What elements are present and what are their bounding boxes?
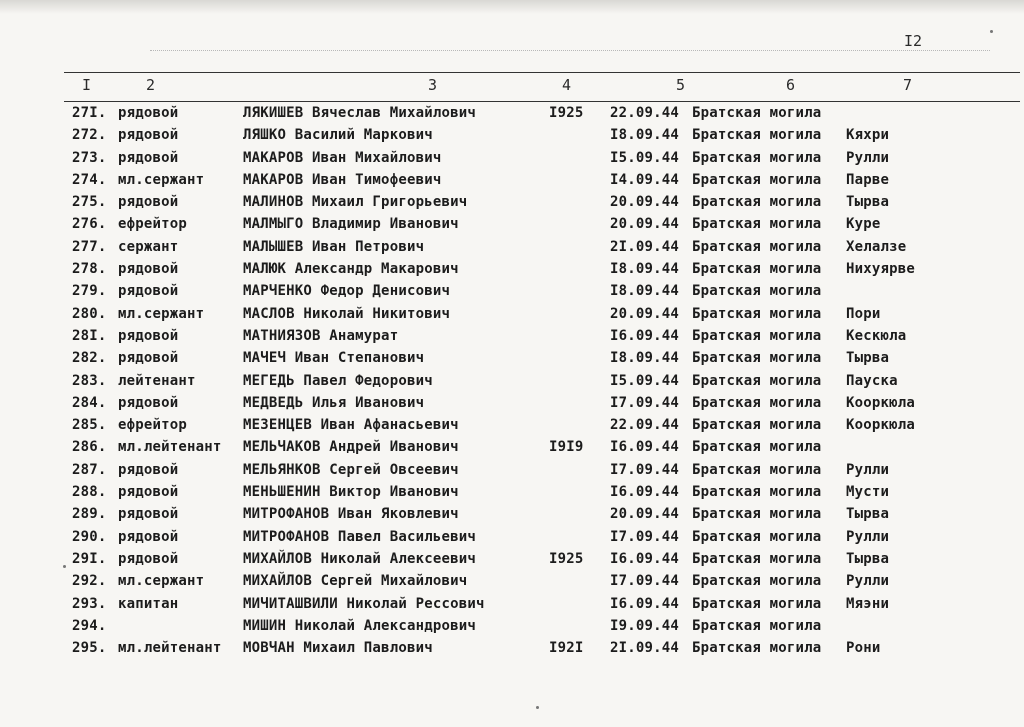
row-name: МАСЛОВ Николай Никитович — [243, 305, 451, 322]
row-rank: ефрейтор — [118, 216, 188, 233]
table-row — [0, 549, 1024, 571]
table-row — [0, 281, 1024, 303]
row-rank: рядовой — [118, 394, 179, 411]
table-row — [0, 616, 1024, 638]
row-burial-type: Братская могила — [692, 484, 822, 501]
row-burial-place: Нихуярве — [846, 261, 916, 278]
row-rank: рядовой — [118, 283, 179, 300]
table-row — [0, 393, 1024, 415]
column-header-2: 2 — [146, 76, 156, 94]
row-burial-place: Хелалзе — [846, 238, 907, 255]
row-name: МАЧЕЧ Иван Степанович — [243, 350, 425, 367]
table-row — [0, 504, 1024, 526]
row-rank: мл.сержант — [118, 171, 205, 188]
row-burial-type: Братская могила — [692, 506, 822, 523]
row-burial-type: Братская могила — [692, 149, 822, 166]
row-number: 289. — [72, 506, 107, 523]
row-name: МЕЛЬЯНКОВ Сергей Овсеевич — [243, 461, 459, 478]
row-rank: мл.лейтенант — [118, 439, 222, 456]
row-rank: рядовой — [118, 461, 179, 478]
row-burial-type: Братская могила — [692, 127, 822, 144]
row-death-date: I8.09.44 — [610, 261, 680, 278]
row-number: 292. — [72, 573, 107, 590]
row-death-date: 2I.09.44 — [610, 640, 680, 657]
row-name: МАЛЫШЕВ Иван Петрович — [243, 238, 425, 255]
row-name: МЕДВЕДЬ Илья Иванович — [243, 394, 425, 411]
row-burial-place: Пори — [846, 305, 881, 322]
row-name: МАЛМЫГО Владимир Иванович — [243, 216, 459, 233]
row-burial-place: Тырва — [846, 550, 890, 567]
row-burial-place: Тырва — [846, 194, 890, 211]
row-rank: рядовой — [118, 149, 179, 166]
row-death-date: 2I.09.44 — [610, 238, 680, 255]
scan-speck — [536, 706, 539, 709]
row-burial-type: Братская могила — [692, 216, 822, 233]
row-number: 283. — [72, 372, 107, 389]
row-number: 277. — [72, 238, 107, 255]
header-top-rule — [64, 72, 1020, 73]
row-name: МИХАЙЛОВ Николай Алексеевич — [243, 550, 476, 567]
row-rank: капитан — [118, 595, 179, 612]
row-rank: мл.лейтенант — [118, 640, 222, 657]
row-number: 27I. — [72, 105, 107, 121]
row-number: 287. — [72, 461, 107, 478]
table-row — [0, 103, 1024, 125]
row-burial-type: Братская могила — [692, 105, 822, 121]
row-number: 282. — [72, 350, 107, 367]
row-burial-place: Рулли — [846, 461, 890, 478]
row-rank: рядовой — [118, 484, 179, 501]
row-death-date: I6.09.44 — [610, 327, 680, 344]
row-burial-type: Братская могила — [692, 283, 822, 300]
row-death-date: 20.09.44 — [610, 506, 680, 523]
row-number: 286. — [72, 439, 107, 456]
row-birth-year: I925 — [549, 550, 584, 567]
table-row — [0, 527, 1024, 549]
table-row — [0, 304, 1024, 326]
table-row — [0, 192, 1024, 214]
row-rank: рядовой — [118, 194, 179, 211]
row-death-date: I5.09.44 — [610, 149, 680, 166]
column-header-6: 6 — [786, 76, 796, 94]
row-name: МАРЧЕНКО Федор Денисович — [243, 283, 451, 300]
row-rank: рядовой — [118, 327, 179, 344]
row-name: МИХАЙЛОВ Сергей Михайлович — [243, 573, 468, 590]
row-death-date: I7.09.44 — [610, 528, 680, 545]
row-name: ЛЯШКО Василий Маркович — [243, 127, 433, 144]
table-row — [0, 482, 1024, 504]
row-rank: рядовой — [118, 350, 179, 367]
row-rank: рядовой — [118, 528, 179, 545]
scan-speck — [63, 565, 66, 568]
table-row — [0, 170, 1024, 192]
row-number: 295. — [72, 640, 107, 657]
row-death-date: 22.09.44 — [610, 417, 680, 434]
row-burial-type: Братская могила — [692, 372, 822, 389]
dotted-divider — [150, 50, 990, 51]
table-row — [0, 460, 1024, 482]
row-rank: рядовой — [118, 550, 179, 567]
row-burial-place: Мяэни — [846, 595, 890, 612]
row-burial-place: Мусти — [846, 484, 890, 501]
row-number: 278. — [72, 261, 107, 278]
row-burial-place: Парве — [846, 171, 890, 188]
page-number: I2 — [904, 32, 923, 50]
row-birth-year: I925 — [549, 105, 584, 121]
table-row — [0, 148, 1024, 170]
table-row — [0, 214, 1024, 236]
row-number: 290. — [72, 528, 107, 545]
table-row — [0, 638, 1024, 660]
row-burial-type: Братская могила — [692, 350, 822, 367]
row-burial-place: Рони — [846, 640, 881, 657]
row-burial-place: Тырва — [846, 350, 890, 367]
row-death-date: I7.09.44 — [610, 461, 680, 478]
row-number: 293. — [72, 595, 107, 612]
row-burial-type: Братская могила — [692, 461, 822, 478]
row-name: МАКАРОВ Иван Тимофеевич — [243, 171, 442, 188]
row-burial-type: Братская могила — [692, 417, 822, 434]
row-birth-year: I92I — [549, 640, 584, 657]
row-name: МЕЗЕНЦЕВ Иван Афанасьевич — [243, 417, 459, 434]
row-death-date: 22.09.44 — [610, 105, 680, 121]
row-name: МИТРОФАНОВ Иван Яковлевич — [243, 506, 459, 523]
table-row — [0, 237, 1024, 259]
row-death-date: I7.09.44 — [610, 394, 680, 411]
row-death-date: I6.09.44 — [610, 550, 680, 567]
row-death-date: I5.09.44 — [610, 372, 680, 389]
row-burial-type: Братская могила — [692, 573, 822, 590]
row-burial-place: Рулли — [846, 149, 890, 166]
row-burial-place: Кяхри — [846, 127, 890, 144]
row-number: 274. — [72, 171, 107, 188]
row-number: 294. — [72, 617, 107, 634]
row-burial-place: Тырва — [846, 506, 890, 523]
row-rank: рядовой — [118, 506, 179, 523]
table-row — [0, 437, 1024, 459]
row-number: 275. — [72, 194, 107, 211]
row-rank: рядовой — [118, 261, 179, 278]
row-death-date: I8.09.44 — [610, 350, 680, 367]
row-name: МАЛИНОВ Михаил Григорьевич — [243, 194, 468, 211]
row-name: МИЧИТАШВИЛИ Николай Рессович — [243, 595, 485, 612]
row-number: 29I. — [72, 550, 107, 567]
row-number: 272. — [72, 127, 107, 144]
row-number: 279. — [72, 283, 107, 300]
table-row — [0, 594, 1024, 616]
row-name: МАКАРОВ Иван Михайлович — [243, 149, 442, 166]
column-header-7: 7 — [903, 76, 913, 94]
row-death-date: 20.09.44 — [610, 216, 680, 233]
row-death-date: I6.09.44 — [610, 595, 680, 612]
row-burial-type: Братская могила — [692, 194, 822, 211]
row-burial-type: Братская могила — [692, 528, 822, 545]
scan-speck — [990, 30, 993, 33]
row-burial-place: Рулли — [846, 528, 890, 545]
row-name: МИШИН Николай Александрович — [243, 617, 476, 634]
row-burial-place: Кооркюла — [846, 417, 916, 434]
row-death-date: I4.09.44 — [610, 171, 680, 188]
row-number: 28I. — [72, 327, 107, 344]
row-burial-type: Братская могила — [692, 305, 822, 322]
row-burial-type: Братская могила — [692, 171, 822, 188]
row-number: 273. — [72, 149, 107, 166]
row-name: МИТРОФАНОВ Павел Васильевич — [243, 528, 476, 545]
table-row — [0, 571, 1024, 593]
row-burial-type: Братская могила — [692, 640, 822, 657]
row-rank: лейтенант — [118, 372, 196, 389]
row-rank: ефрейтор — [118, 417, 188, 434]
row-name: МОВЧАН Михаил Павлович — [243, 640, 433, 657]
row-death-date: I9.09.44 — [610, 617, 680, 634]
row-death-date: I8.09.44 — [610, 283, 680, 300]
column-header-3: 3 — [428, 76, 438, 94]
row-burial-place: Рулли — [846, 573, 890, 590]
row-rank: рядовой — [118, 105, 179, 121]
row-burial-type: Братская могила — [692, 439, 822, 456]
header-bottom-rule — [64, 101, 1020, 102]
column-header-5: 5 — [676, 76, 686, 94]
table-row — [0, 415, 1024, 437]
row-burial-type: Братская могила — [692, 550, 822, 567]
row-number: 288. — [72, 484, 107, 501]
column-header-4: 4 — [562, 76, 572, 94]
row-burial-type: Братская могила — [692, 327, 822, 344]
table-row — [0, 125, 1024, 147]
row-death-date: I6.09.44 — [610, 484, 680, 501]
row-number: 276. — [72, 216, 107, 233]
table-row — [0, 371, 1024, 393]
column-header-1: I — [82, 76, 92, 94]
row-burial-place: Кескюла — [846, 327, 907, 344]
table-row — [0, 326, 1024, 348]
row-burial-type: Братская могила — [692, 394, 822, 411]
row-rank: сержант — [118, 238, 179, 255]
row-death-date: 20.09.44 — [610, 305, 680, 322]
row-burial-place: Куре — [846, 216, 881, 233]
row-name: МАТНИЯЗОВ Анамурат — [243, 327, 399, 344]
row-name: МЕГЕДЬ Павел Федорович — [243, 372, 433, 389]
row-burial-type: Братская могила — [692, 595, 822, 612]
row-death-date: I7.09.44 — [610, 573, 680, 590]
row-birth-year: I9I9 — [549, 439, 584, 456]
row-number: 284. — [72, 394, 107, 411]
row-rank: мл.сержант — [118, 573, 205, 590]
row-death-date: I8.09.44 — [610, 127, 680, 144]
row-death-date: 20.09.44 — [610, 194, 680, 211]
table-row — [0, 348, 1024, 370]
row-burial-type: Братская могила — [692, 261, 822, 278]
burial-list — [0, 103, 1024, 660]
row-name: МЕЛЬЧАКОВ Андрей Иванович — [243, 439, 459, 456]
row-rank: мл.сержант — [118, 305, 205, 322]
scan-edge-shadow — [0, 0, 1024, 14]
row-name: ЛЯКИШЕВ Вячеслав Михайлович — [243, 105, 476, 121]
row-burial-place: Пауска — [846, 372, 898, 389]
row-number: 280. — [72, 305, 107, 322]
row-name: МАЛЮК Александр Макарович — [243, 261, 459, 278]
row-rank: рядовой — [118, 127, 179, 144]
row-burial-place: Кооркюла — [846, 394, 916, 411]
row-death-date: I6.09.44 — [610, 439, 680, 456]
row-name: МЕНЬШЕНИН Виктор Иванович — [243, 484, 459, 501]
table-row — [0, 259, 1024, 281]
row-burial-type: Братская могила — [692, 617, 822, 634]
row-number: 285. — [72, 417, 107, 434]
row-burial-type: Братская могила — [692, 238, 822, 255]
